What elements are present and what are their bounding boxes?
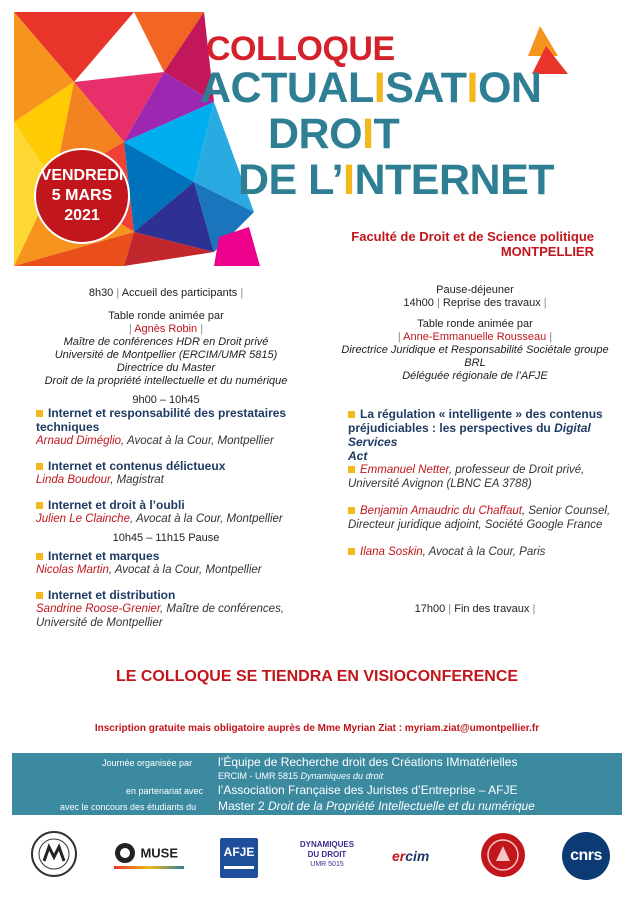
morning-item-2 [36, 459, 296, 487]
item-title: Internet et marques [36, 549, 296, 563]
afternoon-topic: La régulation « intelligente » des contenus préjudiciables : les perspectives du Digital Services Act [348, 407, 603, 463]
bullet-icon [36, 463, 43, 470]
afje-logo: AFJE [220, 838, 258, 878]
banner-partnership: en partenariat avec [126, 786, 204, 796]
item-title: Internet et droit à l’oubli [36, 498, 296, 512]
bullet-icon [348, 466, 355, 473]
title-colloque: COLLOQUE [206, 30, 395, 68]
item-speaker: Julien Le Clainche, Avocat à la Cour, Montpellier [36, 513, 283, 525]
morning-time-block: 9h00 – 10h45 [132, 394, 200, 406]
organizer-banner [12, 753, 622, 815]
banner-afje: l’Association Française des Juristes d’Entreprise – AFJE [218, 783, 518, 797]
banner-organised-by: Journée organisée par [102, 758, 193, 768]
bullet-icon [348, 411, 355, 418]
dynamiques-du-droit-logo: DYNAMIQUES DU DROIT UMR 5015 [299, 840, 355, 868]
morning-table-ronde: Table ronde animée par [108, 310, 224, 322]
bullet-icon [36, 553, 43, 560]
visio-notice: LE COLLOQUE SE TIENDRA EN VISIOCONFERENCE [115, 668, 519, 685]
morning-item-1 [36, 406, 296, 448]
cnrs-logo: cnrs [562, 832, 610, 880]
item-title: Internet et distribution [36, 588, 306, 602]
bullet-icon [348, 507, 355, 514]
banner-ercim: ERCIM - UMR 5815 Dynamiques du droit [218, 771, 384, 781]
accueil-line: 8h30 | Accueil des participants | [88, 287, 244, 299]
faculty-city: MONTPELLIER [500, 244, 594, 259]
date-badge [34, 148, 130, 244]
faculty-info [351, 229, 594, 259]
muse-logo: MUSE [114, 842, 188, 869]
inscription-notice: Inscription gratuite mais obligatoire auprès de Mme Myrian Ziat : myriam.ziat@umontpellier.fr [94, 723, 540, 734]
banner-master: Master 2 Droit de la Propriété Intellectuelle et du numérique [218, 799, 535, 813]
muse-color-bar [114, 866, 184, 869]
morning-item-5 [36, 588, 306, 630]
afternoon-speaker-3: Ilana Soskin, Avocat à la Cour, Paris [348, 545, 628, 559]
ercim-logo: ercim [392, 848, 430, 864]
afternoon-mod-desc2: Déléguée régionale de l’AFJE [402, 370, 548, 382]
date-date: 5 MARS [51, 187, 113, 204]
morning-moderator: | Agnès Robin | [128, 323, 204, 335]
item-speaker: Nicolas Martin, Avocat à la Cour, Montpellier [36, 564, 262, 576]
morning-mod-desc3: Directrice du Master [116, 362, 216, 374]
morning-item-4 [36, 549, 296, 577]
item-speaker: Arnaud Diméglio, Avocat à la Cour, Montpellier [36, 435, 274, 447]
afternoon-speaker-2: Benjamin Amaudric du Chaffaut, Senior Counsel, Directeur juridique adjoint, Société Google France [348, 505, 611, 531]
bullet-icon [36, 410, 43, 417]
morning-mod-desc4: Droit de la propriété intellectuelle et du numérique [44, 375, 288, 387]
afternoon-mod-desc1: Directrice Juridique et Responsabilité Sociétale groupe BRL [341, 344, 609, 369]
morning-mod-desc2: Université de Montpellier (ERCIM/UMR 5815) [54, 349, 278, 361]
afternoon-speaker-1: Emmanuel Netter, professeur de Droit privé, Université Avignon (LBNC EA 3788) [348, 464, 585, 490]
item-speaker-line2: Université de Montpellier [36, 617, 163, 629]
title-line-actualisation: ACTUALISATION [200, 64, 542, 112]
morning-pause: 10h45 – 11h15 Pause [112, 532, 220, 544]
faculty-seal-logo [480, 832, 526, 878]
afternoon-table-ronde: Table ronde animée par [417, 318, 533, 330]
muse-emblem-icon [114, 842, 136, 864]
university-montpellier-logo [30, 830, 78, 878]
faculty-name: Faculté de Droit et de Science politique [351, 229, 594, 244]
banner-team: l’Équipe de Recherche droit des Créations IMmatérielles [218, 755, 518, 769]
item-title: Internet et contenus délictueux [36, 459, 296, 473]
pause-dejeuner: Pause-déjeuner [436, 284, 514, 296]
title-line-droit: DROIT [268, 110, 400, 158]
reprise-line: 14h00 | Reprise des travaux | [403, 297, 547, 309]
date-year: 2021 [64, 207, 100, 224]
item-speaker: Linda Boudour, Magistrat [36, 474, 164, 486]
afternoon-moderator: | Anne-Emmanuelle Rousseau | [397, 331, 553, 343]
morning-mod-desc1: Maître de conférences HDR en Droit privé [63, 336, 269, 348]
afternoon-header [330, 284, 620, 383]
fin-line: 17h00 | Fin des travaux | [414, 603, 536, 615]
item-speaker: Sandrine Roose-Grenier, Maître de conférences, [36, 603, 285, 615]
banner-students: avec le concours des étudiants du [60, 802, 197, 812]
bullet-icon [348, 548, 355, 555]
bullet-icon [36, 592, 43, 599]
date-day: VENDREDI [40, 167, 124, 184]
bullet-icon [36, 502, 43, 509]
item-title: Internet et responsabilité des prestataires techniques [36, 406, 287, 434]
morning-item-3 [36, 498, 296, 526]
morning-header [36, 287, 296, 407]
partner-logos [0, 830, 634, 890]
title-line-internet: DE L’INTERNET [238, 156, 555, 204]
